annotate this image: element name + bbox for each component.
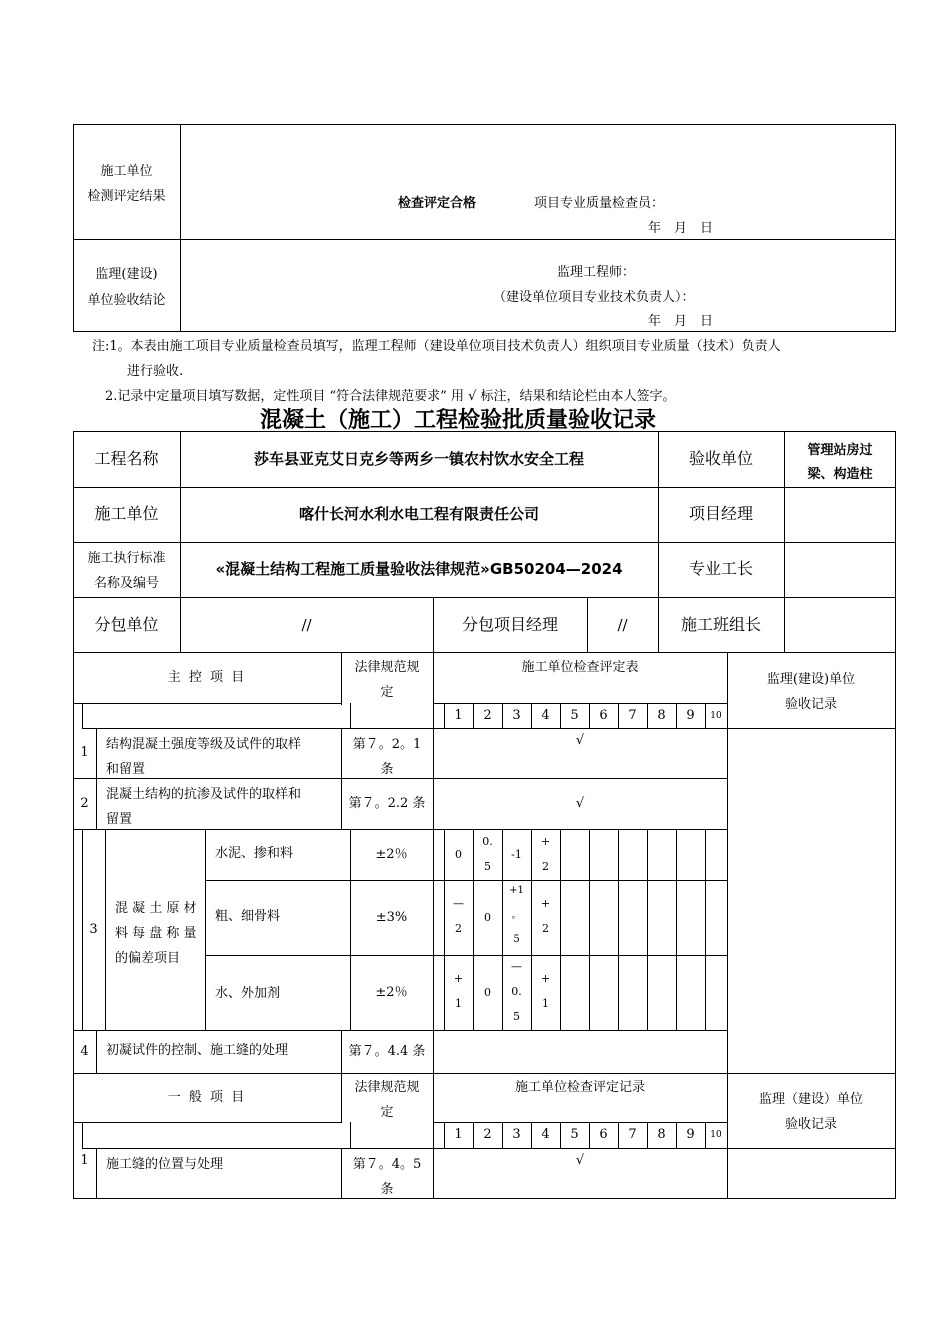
sub3-v3a: —	[511, 960, 522, 973]
main-row3-item-c: 的偏差项目	[115, 951, 181, 966]
general-row1-spec-a: 第７。4。5	[352, 1157, 422, 1172]
general-supervision-label-2: 验收记录	[784, 1117, 837, 1132]
sub2-name: 粗、细骨料	[215, 909, 281, 925]
col-4: 4	[541, 708, 550, 724]
col-1: 1	[454, 708, 463, 724]
note-1a: 注:1。本表由施工项目专业质量检查员填写，监理工程师（建设单位项目技术负责人）组织项目专业质量（技术）负责人	[92, 339, 781, 354]
sub3-v4a: +	[540, 972, 551, 985]
supervision-label-2: 单位验收结论	[87, 293, 166, 308]
team-leader-label: 施工班组长	[680, 614, 761, 634]
sub1-v4a: +	[540, 835, 551, 848]
sub1-v1: 0	[455, 847, 462, 861]
main-row1-item-a: 结构混凝土强度等级及试件的取样	[106, 737, 302, 752]
general-row1-spec-b: 条	[380, 1182, 394, 1197]
standard-label-2: 名称及编号	[93, 576, 159, 591]
sub3-v3c: 5	[513, 1010, 520, 1023]
main-row4-no: 4	[80, 1043, 89, 1059]
sub3-v1b: 1	[455, 997, 462, 1010]
foreman-label: 专业工长	[688, 559, 753, 579]
sub3-v3b: 0.	[511, 985, 522, 998]
subcontractor-label: 分包单位	[94, 614, 159, 634]
gen-col-9: 9	[686, 1127, 695, 1143]
general-row1-checkmark: √	[575, 1153, 585, 1168]
main-row2-spec: 第７。2.2 条	[348, 795, 426, 811]
date-1: 年 月 日	[648, 221, 714, 236]
unit-result-label-1: 施工单位	[100, 164, 153, 179]
sub2-v3a: +1	[509, 885, 524, 896]
main-row3-no: 3	[89, 921, 98, 937]
sub3-spec: ±2％	[375, 984, 408, 1000]
main-row4-item: 初凝试件的控制、施工缝的处理	[106, 1043, 289, 1059]
gen-col-3: 3	[512, 1127, 521, 1143]
col-2: 2	[483, 708, 492, 724]
subcontractor-value: //	[301, 615, 312, 634]
gen-col-6: 6	[599, 1127, 608, 1143]
project-name-label: 工程名称	[94, 448, 159, 468]
sub2-v4a: +	[540, 897, 551, 910]
acceptance-unit-label: 验收单位	[688, 448, 753, 468]
main-supervision-label-1: 监理(建设)单位	[766, 672, 856, 687]
main-row3-item-a: 混 凝 土 原 材	[115, 901, 197, 916]
sub3-name: 水、外加剂	[215, 985, 281, 1001]
col-8: 8	[657, 708, 666, 724]
main-supervision-label-2: 验收记录	[784, 697, 837, 712]
col-7: 7	[628, 708, 637, 724]
main-row3-item-b: 料 每 盘 称 量	[115, 926, 197, 941]
sub1-v2a: 0.	[482, 835, 493, 848]
note-1b: 进行验收.	[127, 364, 184, 379]
standard-value: «混凝土结构工程施工质量验收法律规范»GB50204—2024	[215, 560, 623, 578]
owner-tech-label: （建设单位项目专业技术负责人）：	[493, 290, 695, 305]
standard-label-1: 施工执行标准	[87, 551, 166, 566]
main-spec-label-1: 法律规范规	[354, 660, 420, 675]
col-9: 9	[686, 708, 695, 724]
project-manager-label: 项目经理	[688, 504, 753, 524]
main-row2-item-b: 留置	[106, 812, 133, 827]
sub2-v1b: 2	[455, 922, 462, 935]
sub2-v4b: 2	[542, 922, 549, 935]
main-row1-spec-a: 第７。2。1	[352, 737, 422, 752]
construction-unit-label: 施工单位	[94, 504, 159, 524]
sub2-spec: ±3%	[375, 909, 408, 925]
main-row4-spec: 第７。4.4 条	[348, 1043, 426, 1059]
col-10: 10	[710, 710, 722, 721]
col-6: 6	[599, 708, 608, 724]
note-2: 2.记录中定量项目填写数据，定性项目 “符合法律规范要求” 用 √ 标注，结果和结论栏由本人签字。	[105, 389, 676, 404]
acceptance-unit-2: 梁、构造柱	[807, 467, 873, 482]
inspector-label: 项目专业质量检查员：	[534, 196, 665, 211]
gen-col-4: 4	[541, 1127, 550, 1143]
gen-col-8: 8	[657, 1127, 666, 1143]
acceptance-unit-1: 管理站房过	[807, 443, 873, 458]
general-row1-item: 施工缝的位置与处理	[106, 1157, 224, 1172]
sub2-v3b: 。	[511, 910, 522, 921]
general-spec-label-2: 定	[380, 1105, 394, 1120]
construction-unit: 喀什长河水利水电工程有限责任公司	[298, 505, 539, 523]
main-eval-label: 施工单位检查评定表	[521, 660, 639, 675]
date-2: 年 月 日	[648, 314, 714, 329]
sub2-v2: 0	[484, 910, 491, 924]
main-items-header: 主 控 项 目	[167, 670, 247, 686]
col-3: 3	[512, 708, 521, 724]
gen-col-7: 7	[628, 1127, 637, 1143]
main-row1-no: 1	[80, 745, 89, 761]
sub1-name: 水泥、掺和料	[215, 846, 294, 862]
sub-pm-value: //	[617, 615, 628, 634]
col-5: 5	[570, 708, 579, 724]
top-table	[73, 124, 896, 332]
sub1-spec: ±2％	[375, 846, 408, 862]
general-supervision-label-1: 监理（建设）单位	[758, 1092, 863, 1107]
sub1-v3: -1	[511, 847, 522, 861]
engineer-label: 监理工程师：	[557, 265, 636, 280]
sub3-v1a: +	[453, 972, 464, 985]
sub3-v4b: 1	[542, 997, 549, 1010]
main-row2-checkmark: √	[575, 796, 585, 811]
project-name: 莎车县亚克艾日克乡等两乡一镇农村饮水安全工程	[253, 449, 584, 468]
general-eval-label: 施工单位检查评定记录	[514, 1080, 645, 1095]
pass-text: 检查评定合格	[398, 196, 477, 211]
main-row2-item-a: 混凝土结构的抗渗及试件的取样和	[106, 787, 302, 802]
gen-col-1: 1	[454, 1127, 463, 1143]
main-spec-label-2: 定	[380, 685, 394, 700]
gen-col-10: 10	[710, 1129, 722, 1140]
main-row1-item-b: 和留置	[106, 762, 146, 777]
main-row2-no: 2	[80, 795, 89, 811]
sub1-v4b: 2	[542, 860, 549, 873]
sub-pm-label: 分包项目经理	[461, 614, 558, 634]
sub2-v1a: —	[453, 897, 464, 910]
main-row1-checkmark: √	[575, 733, 585, 748]
page-title: 混凝土（施工）工程检验批质量验收记录	[260, 408, 657, 433]
sub3-v2: 0	[484, 985, 491, 999]
gen-col-2: 2	[483, 1127, 492, 1143]
main-row1-spec-b: 条	[380, 762, 394, 777]
supervision-label-1: 监理(建设)	[95, 267, 158, 282]
gen-col-5: 5	[570, 1127, 579, 1143]
sub2-v3c: 5	[513, 934, 520, 945]
general-items-header: 一 般 项 目	[167, 1089, 247, 1105]
general-row1-no: 1	[80, 1153, 89, 1168]
sub1-v2b: 5	[484, 860, 491, 873]
general-spec-label-1: 法律规范规	[354, 1080, 420, 1095]
unit-result-label-2: 检测评定结果	[87, 189, 166, 204]
